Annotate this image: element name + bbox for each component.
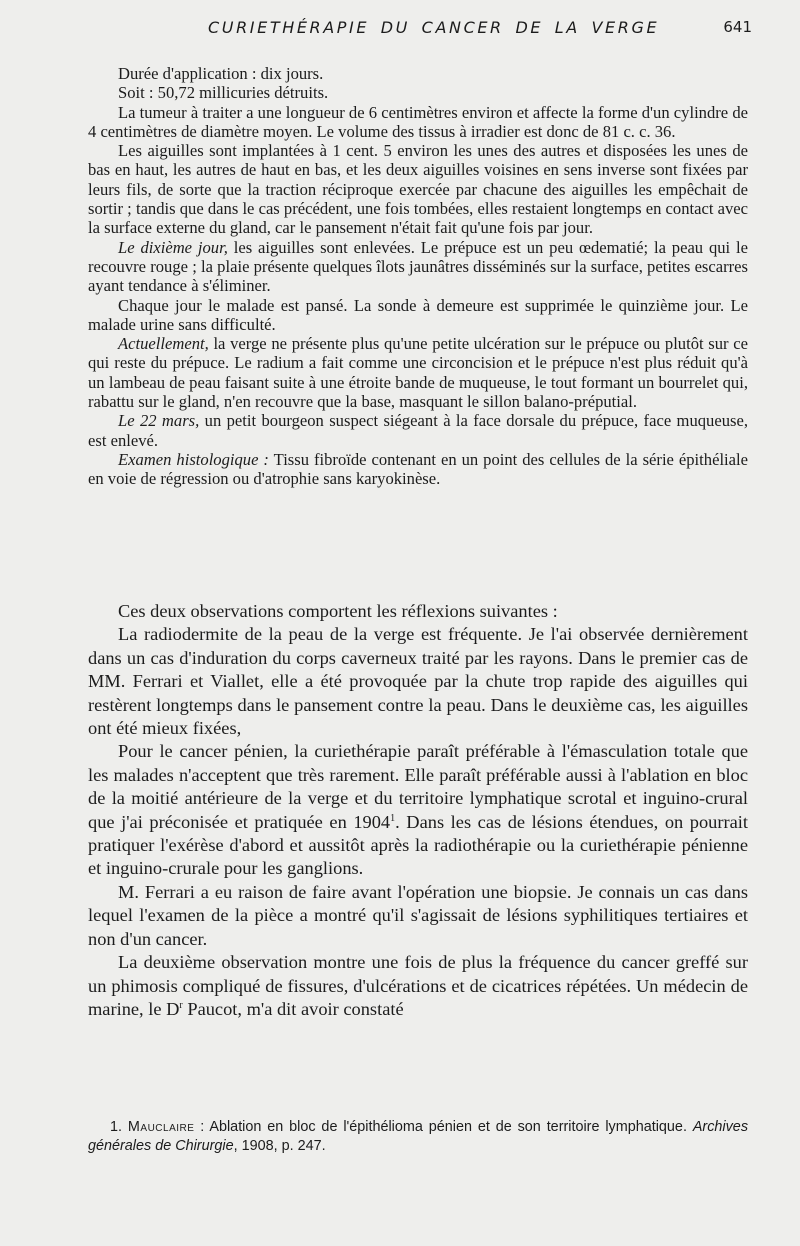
current-paragraph (88, 334, 748, 411)
march-text: un petit bourgeon suspect siégeant à la face dorsale du prépuce, face muqueuse, est enlevé. (88, 411, 748, 450)
discussion (88, 600, 748, 1021)
histology-lead: Examen histologique : (118, 449, 269, 469)
daily-paragraph: Chaque jour le malade est pansé. La sonde à demeure est supprimée le quinzième jour. Le malade urine sans difficulté. (88, 295, 748, 334)
tenth-day-lead: Le dixième jour, (118, 237, 228, 257)
current-text: la verge ne présente plus qu'une petite ulcération sur le prépuce ou plutôt sur ce qui reste du prépuce. Le radium a fait comme une circoncision et le prépuce n'est plus réduit qu'à un lambeau de peau faisant suite à une étroite bande de muqueuse, le tout formant un bourrelet qui, rabattu sur le gland, n'en recouvre que la base, masquant le sillon balano-préputial. (88, 334, 748, 412)
footnote (88, 1118, 748, 1156)
footnote-title: : Ablation en bloc de l'épithélioma pénien et de son territoire lymphatique. (194, 1119, 693, 1135)
footnote-text (88, 1118, 748, 1156)
phimosis-text-end: Paucot, m'a dit avoir constaté (182, 998, 404, 1019)
treatment-text: Pour le cancer pénien, la curiethérapie paraît préférable à l'émasculation totale que les malades n'acceptent que très rarement. Elle paraît préférable aussi à l'ablation en bloc de la moitié antérieure de la verge et du territoire lymphatique scrotal et inguino-crural que j'ai préconisée et pratiquée en 1904 (88, 741, 748, 832)
tenth-day-paragraph (88, 238, 748, 296)
biopsy-paragraph: M. Ferrari a eu raison de faire avant l'opération une biopsie. Je connais un cas dans lequel l'examen de la pièce a montré qu'il s'agissait de lésions syphilitiques tertiaires et non d'un cancer. (88, 881, 748, 949)
duration-line: Durée d'application : dix jours. (118, 64, 324, 83)
footnote-ref-detail: , 1908, p. 247. (233, 1138, 326, 1154)
march-paragraph (88, 411, 748, 450)
tenth-day-text: les aiguilles sont enlevées. Le prépuce est un peu œdematié; la peau qui le recouvre rouge ; la plaie présente quelques îlots jaunâtres disséminés sur la surface, petites escarres ayant tendance à s'éliminer. (88, 237, 748, 296)
march-lead: Le 22 mars, (118, 411, 200, 431)
discussion-intro: Ces deux observations comportent les réflexions suivantes : (118, 601, 558, 621)
treatment-paragraph (88, 740, 748, 880)
running-head (88, 18, 760, 42)
needles-paragraph: Les aiguilles sont implantées à 1 cent. 5 environ les unes des autres et disposées les unes de bas en haut, les autres de haut en bas, et les deux aiguilles voisines en sens inverse sont fixées par leurs fils, de sorte que la traction réciproque exercée par chacune des aiguilles les empêchait de sortir ; tandis que dans le cas précédent, une fois tombées, elles restaient longtemps en contact avec la surface externe du gland, car le pansement n'était fait qu'une fois par jour. (88, 141, 748, 238)
treatment-text-end: . Dans les cas de lésions étendues, on pourrait pratiquer l'exérèse d'abord et aussitôt après la radiothérapie ou la curiethérapie pénienne et inguino-crurale pour les ganglions. (88, 811, 749, 879)
doctor-abbrev-sup: r (179, 999, 183, 1011)
phimosis-text: La deuxième observation montre une fois de plus la fréquence du cancer greffé sur un phimosis compliqué de fissures, d'ulcérations et de cicatrices répétées. Un médecin de marine, le D (88, 952, 748, 1019)
running-title: CURIETHÉRAPIE DU CANCER DE LA VERGE (208, 18, 660, 37)
case-notes (88, 64, 748, 489)
dose-line: Soit : 50,72 millicuries détruits. (118, 83, 329, 103)
footnote-number: 1. (110, 1119, 123, 1135)
radiodermatitis-paragraph: La radiodermite de la peau de la verge est fréquente. Je l'ai observée dernièrement dans un cas d'induration du corps caverneux traité par les rayons. Dans le premier cas de MM. Ferrari et Viallet, elle a été provoquée par la chute trop rapide des aiguilles qui restèrent longtemps dans le pansement contre la peau. Dans le deuxième cas, les aiguilles ont été mieux fixées, (88, 624, 748, 739)
histology-paragraph (88, 450, 748, 489)
phimosis-paragraph (88, 951, 748, 1021)
footnote-author: Mauclaire (127, 1119, 195, 1135)
histology-text: Tissu fibroïde contenant en un point des cellules de la série épithéliale en voie de régression ou d'atrophie sans karyokinèse. (88, 449, 749, 489)
tumor-paragraph: La tumeur à traiter a une longueur de 6 centimètres environ et affecte la forme d'un cylindre de 4 centimètres de diamètre moyen. Le volume des tissus à irradier est donc de 81 c. c. 36. (88, 102, 748, 141)
page-number: 641 (723, 18, 752, 36)
footnote-ref: 1 (390, 812, 396, 824)
current-lead: Actuellement, (118, 334, 209, 354)
footnote-journal: Archives générales de Chirurgie (88, 1119, 749, 1154)
